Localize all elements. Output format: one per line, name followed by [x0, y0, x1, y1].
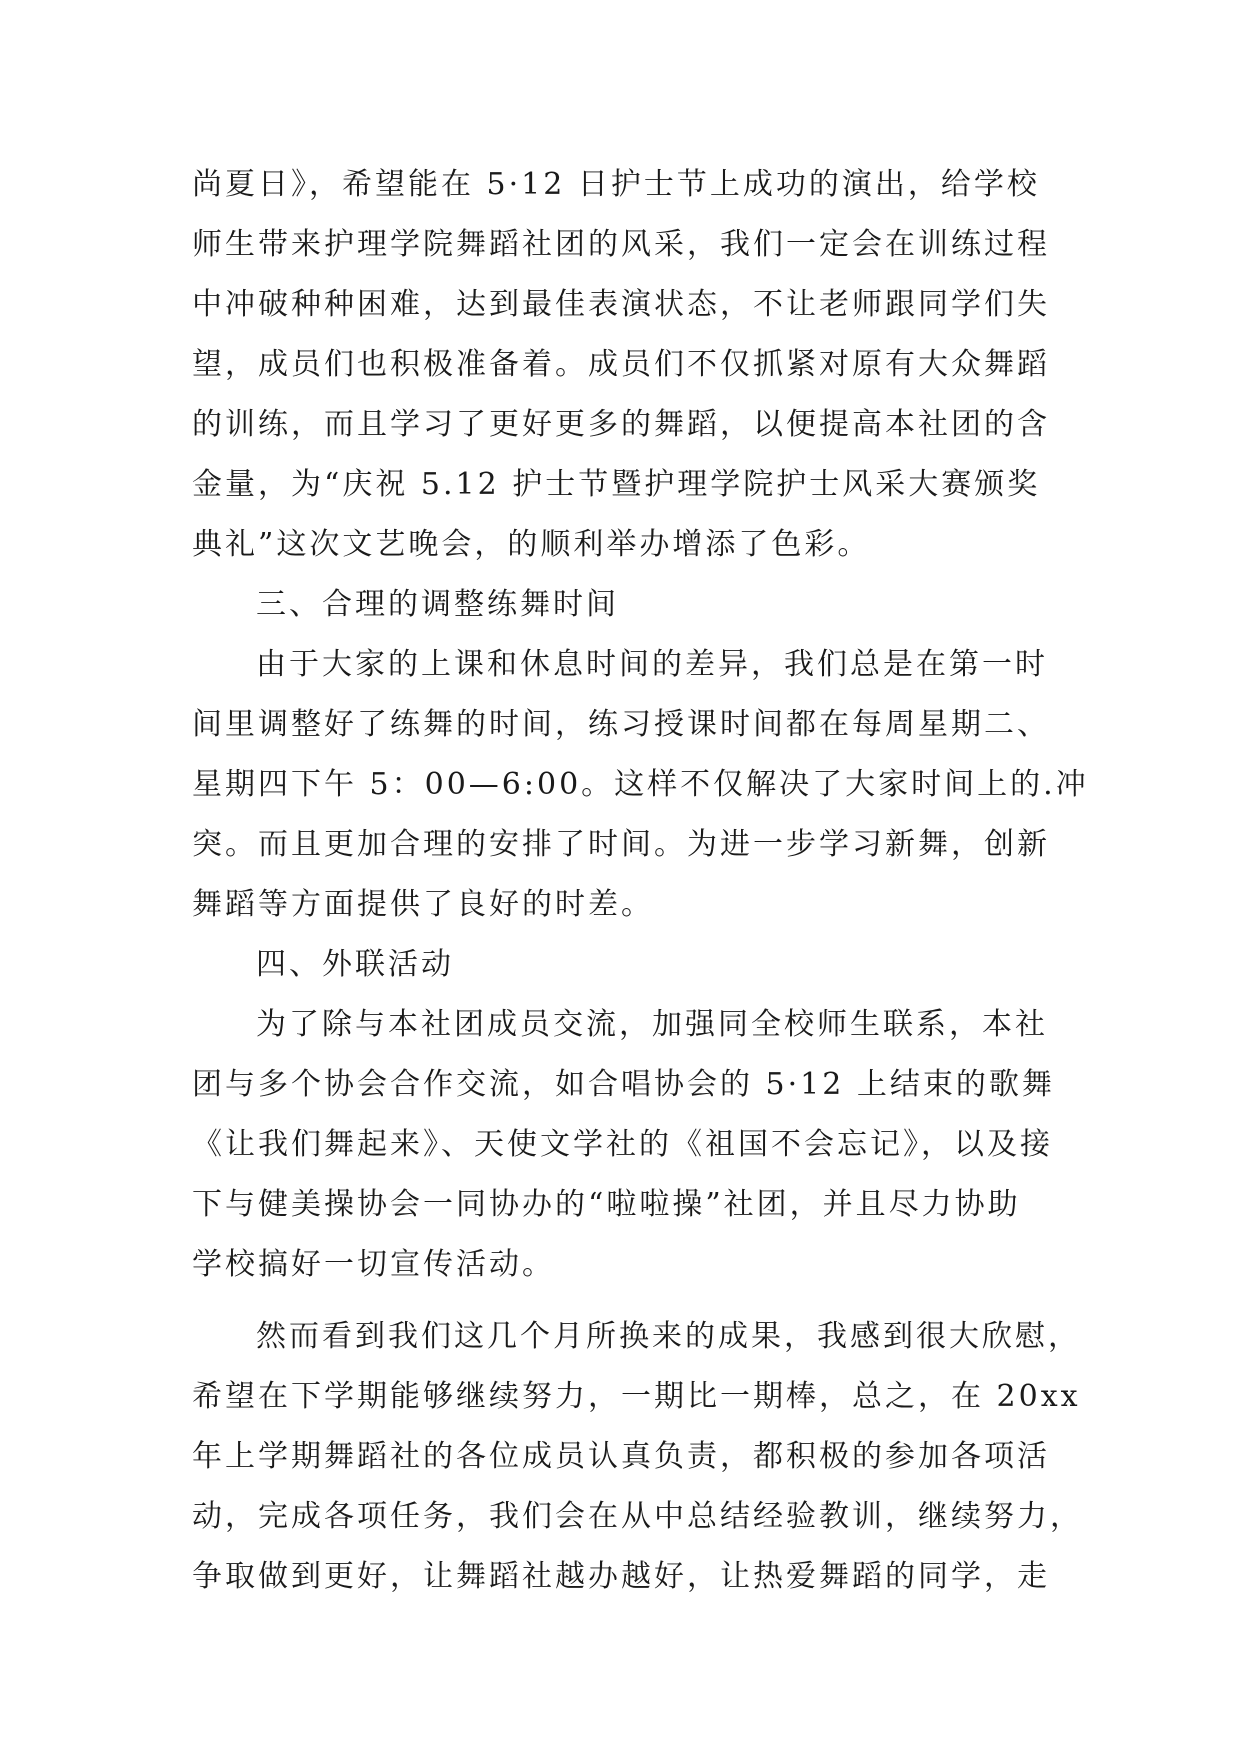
text-line: 《让我们舞起来》、天使文学社的《祖国不会忘记》，以及接: [192, 1127, 1053, 1162]
text-line: 星期四下午 5：00—6:00。这样不仅解决了大家时间上的.冲: [192, 767, 1089, 802]
text-line: 典礼”这次文艺晚会，的顺利举办增添了色彩。: [192, 527, 871, 562]
paragraph-first-line: 由于大家的上课和休息时间的差异，我们总是在第一时: [256, 647, 1048, 682]
text-line: 希望在下学期能够继续努力，一期比一期棒，总之，在 20xx: [192, 1379, 1081, 1414]
text-line: 金量，为“庆祝 5.12 护士节暨护理学院护士风采大赛颁奖: [192, 467, 1041, 502]
section-heading: 三、合理的调整练舞时间: [256, 587, 619, 622]
text-line: 中冲破种种困难，达到最佳表演状态，不让老师跟同学们失: [192, 287, 1050, 322]
document-body: [192, 155, 1089, 1607]
text-line: 年上学期舞蹈社的各位成员认真负责，都积极的参加各项活: [192, 1439, 1050, 1474]
text-line: 师生带来护理学院舞蹈社团的风采，我们一定会在训练过程: [192, 227, 1050, 262]
text-line: 团与多个协会合作交流，如合唱协会的 5·12 上结束的歌舞: [192, 1067, 1055, 1102]
text-line: 学校搞好一切宣传活动。: [192, 1247, 555, 1282]
text-line: 尚夏日》，希望能在 5·12 日护士节上成功的演出，给学校: [192, 167, 1040, 202]
text-line: 争取做到更好，让舞蹈社越办越好，让热爱舞蹈的同学，走: [192, 1559, 1050, 1594]
paragraph-first-line: 然而看到我们这几个月所换来的成果，我感到很大欣慰，: [256, 1319, 1081, 1354]
text-line: 的训练，而且学习了更好更多的舞蹈，以便提高本社团的含: [192, 407, 1050, 442]
text-line: 间里调整好了练舞的时间，练习授课时间都在每周星期二、: [192, 707, 1050, 742]
text-line: 突。而且更加合理的安排了时间。为进一步学习新舞，创新: [192, 827, 1050, 862]
text-line: 舞蹈等方面提供了良好的时差。: [192, 887, 654, 922]
text-line: 动，完成各项任务，我们会在从中总结经验教训，继续努力，: [192, 1499, 1083, 1534]
text-line: 下与健美操协会一同协办的“啦啦操”社团，并且尽力协助: [192, 1187, 1021, 1222]
section-heading: 四、外联活动: [256, 947, 454, 982]
text-line: 望，成员们也积极准备着。成员们不仅抓紧对原有大众舞蹈: [192, 347, 1050, 382]
paragraph-first-line: 为了除与本社团成员交流，加强同全校师生联系，本社: [256, 1007, 1048, 1042]
